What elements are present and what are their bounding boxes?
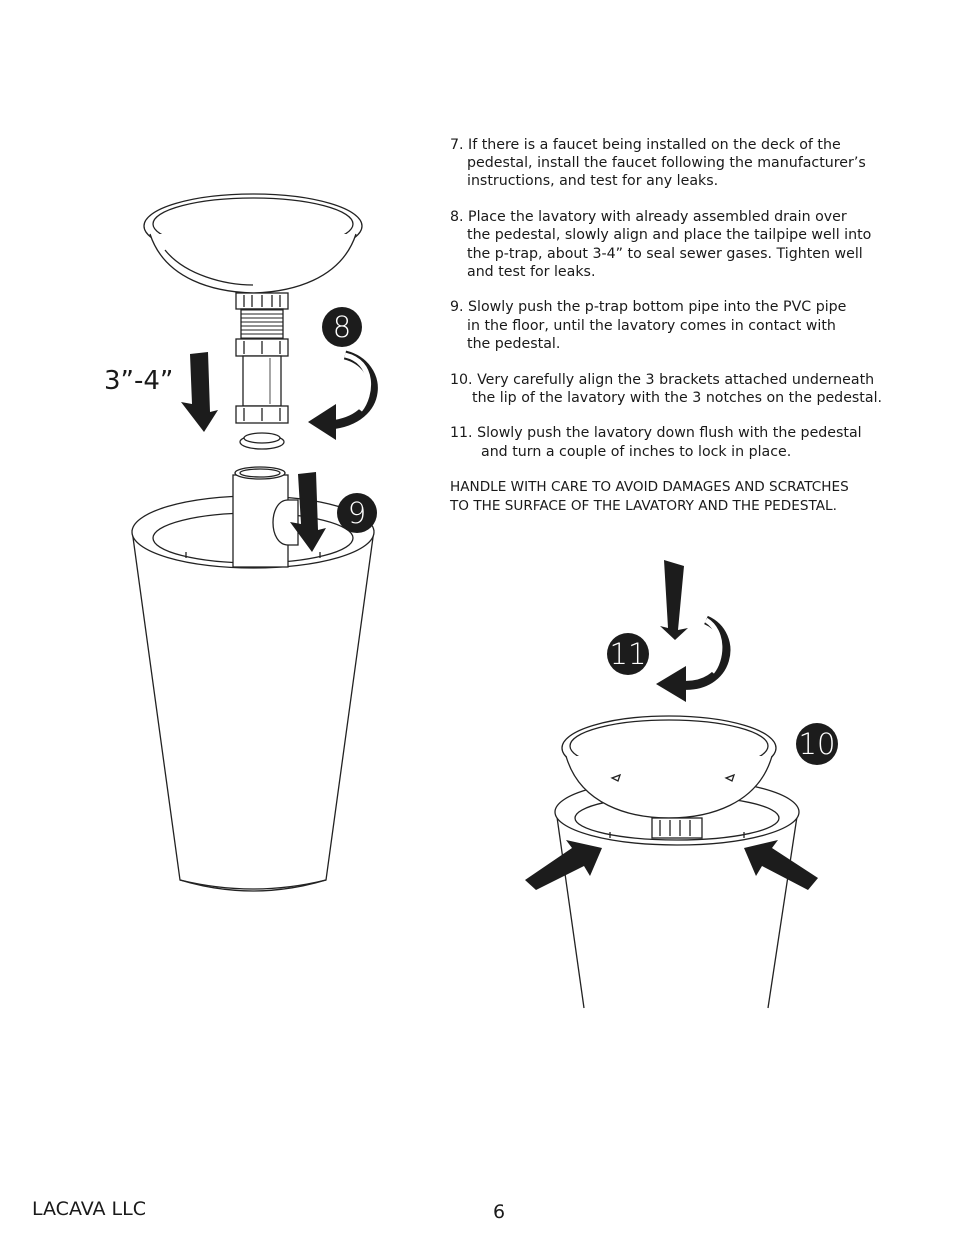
step-11 — [450, 424, 920, 460]
down-arrow-icon — [181, 352, 218, 432]
p-trap — [233, 467, 298, 567]
step-7 — [450, 136, 920, 191]
step-7-line: pedestal, install the faucet following the manufacturer’s — [467, 155, 866, 172]
measurement-label: 3”-4” — [104, 366, 174, 396]
push-arrow-icon — [525, 840, 602, 890]
step-10 — [450, 371, 920, 407]
step-11-line: and turn a couple of inches to lock in place. — [481, 443, 792, 460]
drain-assembly — [236, 293, 288, 449]
rotation-arrow-icon — [308, 355, 373, 440]
step-9 — [450, 298, 920, 353]
step-7-line: instructions, and test for any leaks. — [467, 173, 719, 190]
rotation-arrow-icon — [656, 620, 726, 702]
instruction-list — [450, 136, 920, 515]
company-name: LACAVA LLC — [32, 1198, 146, 1220]
step-10-line: the lip of the lavatory with the 3 notches on the pedestal. — [472, 389, 883, 406]
page-number: 6 — [493, 1201, 506, 1223]
step-7-line: 7. If there is a faucet being installed on the deck of the — [450, 137, 841, 153]
step-10-line: 10. Very carefully align the 3 brackets attached underneath — [450, 371, 875, 388]
step-badge-10: 10 — [796, 723, 838, 765]
step-badge-11: 11 — [607, 633, 649, 675]
step-8-line: the pedestal, slowly align and place the tailpipe well into — [467, 227, 872, 244]
step-8-line: 8. Place the lavatory with already assembled drain over — [450, 209, 847, 226]
step-badge-8: 8 — [322, 307, 362, 347]
step-11-line: 11. Slowly push the lavatory down flush with the pedestal — [450, 425, 862, 442]
warning-line: TO THE SURFACE OF THE LAVATORY AND THE PEDESTAL. — [450, 497, 837, 514]
warning-line: HANDLE WITH CARE TO AVOID DAMAGES AND SCRATCHES — [450, 479, 849, 496]
step-8 — [450, 208, 920, 281]
care-warning — [450, 478, 920, 514]
step-9-line: the pedestal. — [467, 335, 561, 352]
step-8-line: the p-trap, about 3-4” to seal sewer gases. Tighten well — [467, 245, 863, 262]
push-arrow-icon — [744, 840, 818, 890]
basin-left — [144, 194, 362, 293]
step-badge-9: 9 — [337, 493, 377, 533]
down-arrow-icon — [660, 560, 688, 640]
step-8-line: and test for leaks. — [467, 263, 596, 280]
step-9-line: in the floor, until the lavatory comes in contact with — [467, 317, 836, 334]
step-9-line: 9. Slowly push the p-trap bottom pipe into the PVC pipe — [450, 299, 847, 316]
